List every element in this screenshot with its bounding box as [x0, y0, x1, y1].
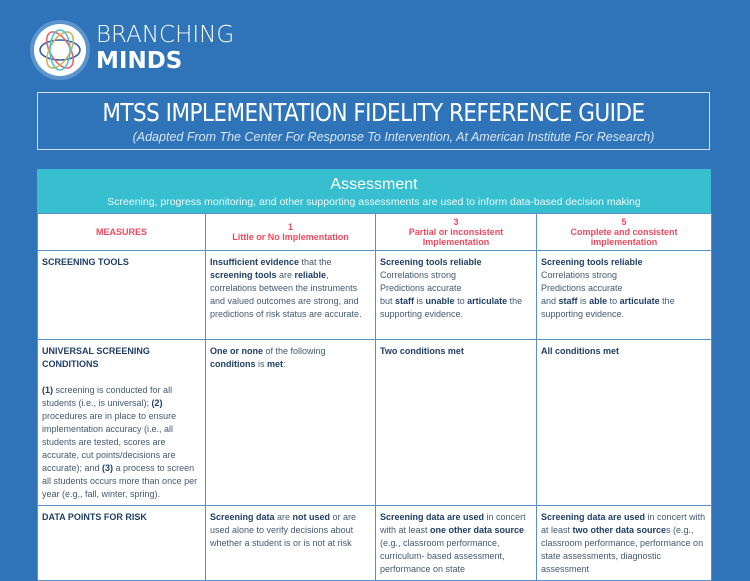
- page-subtitle: (Adapted From The Center For Response To Intervention, At American Institute For Research): [132, 130, 655, 144]
- table-row: [38, 340, 712, 506]
- level-3-cell: Screening tools reliable Correlations strong Predictions accurate but staff is unable to articulate the supporting evidence.: [376, 251, 537, 340]
- section-header: [37, 169, 711, 213]
- page-title: MTSS IMPLEMENTATION FIDELITY REFERENCE GUIDE: [102, 98, 645, 127]
- column-header-row: [38, 214, 712, 251]
- brand-line1: BRANCHING: [96, 22, 235, 48]
- level-5-cell: Screening tools reliable Correlations strong Predictions accurate and staff is able to articulate the supporting evidence.: [537, 251, 712, 340]
- level-5-cell: All conditions met: [537, 340, 712, 506]
- brand-name: [96, 22, 234, 74]
- level-1-cell: Screening data are not used or are used alone to verify decisions about whether a student is or is not at risk: [206, 506, 376, 581]
- column-header-measures: MEASURES: [38, 214, 206, 251]
- measure-detail: (1) screening is conducted for all students (i.e., is universal); (2) procedures are in place to ensure implementation accuracy (i.e., all students are tested, scores are accurate, cut points/decisions are accurate); and (3) a process to screen all students occurs more than once per year (e.g., fall, winter, spring).: [42, 385, 198, 499]
- table-row: [38, 506, 712, 581]
- measure-cell: SCREENING TOOLS: [38, 251, 206, 340]
- level-1-cell: One or none of the following conditions is met:: [206, 340, 376, 506]
- section-title: Assessment: [330, 176, 418, 193]
- column-header-level-5: 5 Complete and consistent implementation: [537, 214, 712, 251]
- column-header-level-3: 3 Partial or inconsistent Implementation: [376, 214, 537, 251]
- level-3-cell: Two conditions met: [376, 340, 537, 506]
- fidelity-table: [37, 169, 711, 581]
- table-row: [38, 251, 712, 340]
- measure-cell: DATA POINTS FOR RISK: [38, 506, 206, 581]
- column-header-level-1: 1 Little or No Implementation: [206, 214, 376, 251]
- branching-minds-logo-icon: [29, 19, 91, 81]
- level-3-cell: Screening data are used in concert with at least one other data source (e.g., classroom performance, curriculum- based assessment, performance on state: [376, 506, 537, 581]
- title-box: [37, 92, 710, 150]
- level-5-cell: Screening data are used in concert with at least two other data sources (e.g., classroom performance, performance on state assessments, diagnostic assessment: [537, 506, 712, 581]
- brand-line2: MINDS: [96, 48, 183, 74]
- section-subtitle: Screening, progress monitoring, and other supporting assessments are used to inform data-based decision making: [107, 196, 641, 208]
- level-1-cell: Insufficient evidence that the screening tools are reliable, correlations between the instruments and valued outcomes are strong, and predictions of risk status are accurate.: [206, 251, 376, 340]
- measure-cell: UNIVERSAL SCREENING CONDITIONS (1) screening is conducted for all students (i.e., is universal); (2) procedures are in place to ensure implementation accuracy (i.e., all students are tested, scores are accurate, cut points/decisions are accurate); and (3) a process to screen all students occurs more than once per year (e.g., fall, winter, spring).: [38, 340, 206, 506]
